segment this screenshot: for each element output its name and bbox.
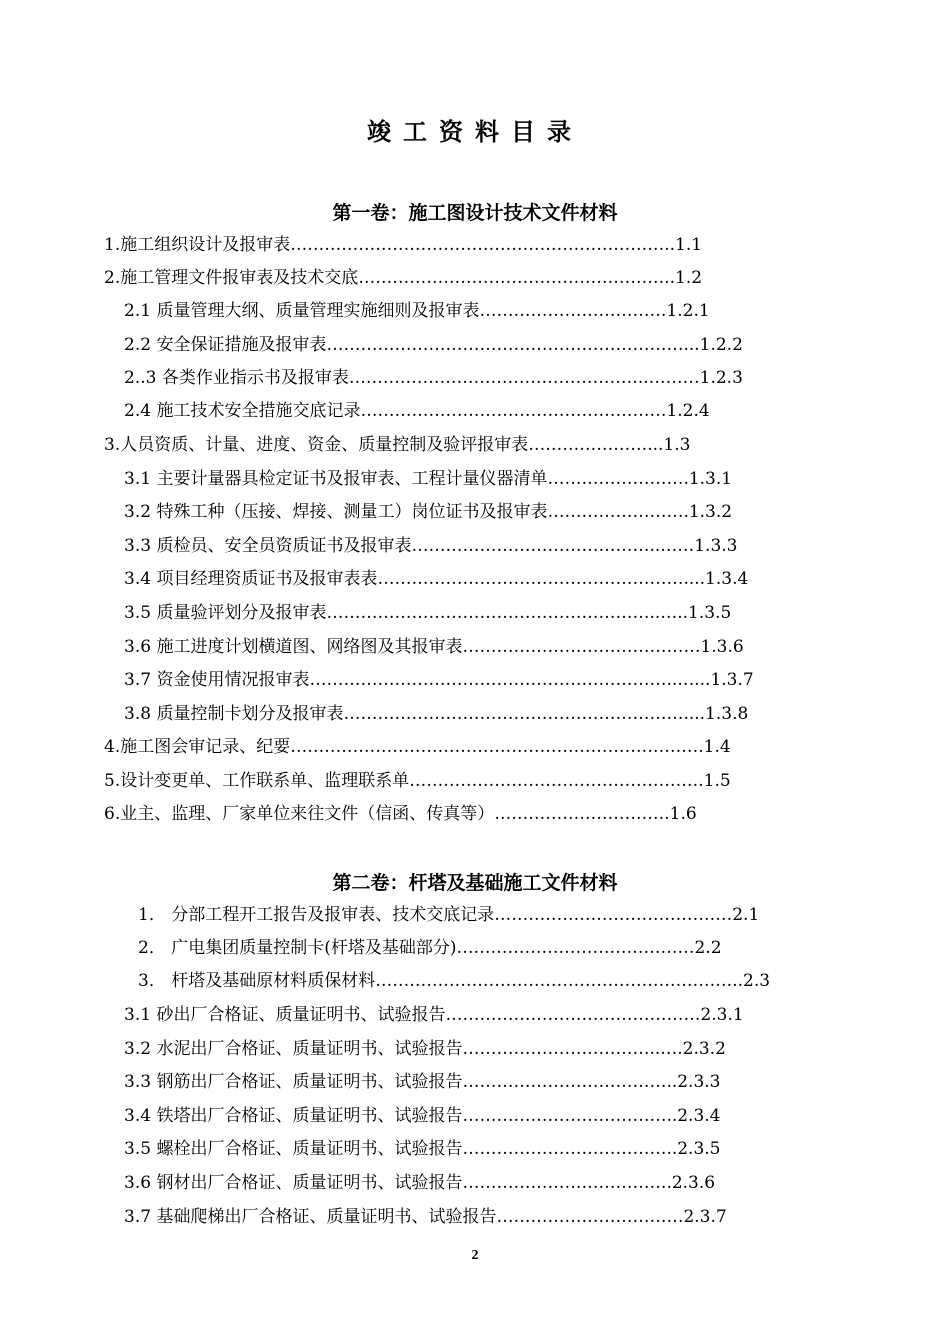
toc-entry: 3.3 质检员、安全员资质证书及报审表……………………………………..……1.3.3: [124, 536, 738, 556]
toc-entry: 3.7 基础爬梯出厂合格证、质量证明书、试验报告……………………………2.3.7: [124, 1207, 727, 1227]
toc-entry: 3.3 钢筋出厂合格证、质量证明书、试验报告………………………………..2.3.3: [124, 1072, 721, 1092]
toc-entry: 3.6 施工进度计划横道图、网络图及其报审表……………………………………1.3.6: [124, 637, 744, 657]
toc-entry: 2． 广电集团质量控制卡(杆塔及基础部分)……………………………………2.2: [138, 938, 722, 958]
toc-entry: 2..3 各类作业指示书及报审表……………………………………………..………1.2.3: [124, 368, 743, 388]
toc-entry: 2.1 质量管理大纲、质量管理实施细则及报审表……………………………1.2.1: [124, 301, 710, 321]
toc-entry: 5.设计变更单、工作联系单、监理联系单…………………………………………….1.5: [104, 771, 731, 791]
volume-1-title: 第一卷：施工图设计技术文件材料: [332, 202, 618, 224]
toc-entry: 3.7 资金使用情况报审表………………………………………………………..…...1.3.7: [124, 670, 754, 690]
toc-entry: 2.施工管理文件报审表及技术交底………………………………………………..1.2: [104, 268, 703, 288]
volume-2-title: 第二卷：杆塔及基础施工文件材料: [332, 872, 618, 894]
toc-entry: 3.人员资质、计量、进度、资金、质量控制及验评报审表…………………...1.3: [104, 435, 691, 455]
toc-entry: 3.1 砂出厂合格证、质量证明书、试验报告………………………………………2.3.1: [124, 1005, 744, 1025]
toc-entry: 3.5 螺栓出厂合格证、质量证明书、试验报告………………………………..2.3.5: [124, 1139, 721, 1159]
toc-entry: 3.5 质量验评划分及报审表…………………………………………………..…..1.3.5: [124, 603, 732, 623]
toc-entry: 3.4 铁塔出厂合格证、质量证明书、试验报告………………………………..2.3.4: [124, 1106, 721, 1126]
toc-entry: 2.4 施工技术安全措施交底记录………………………………………………1.2.4: [124, 401, 710, 421]
toc-entry: 1.施工组织设计及报审表…………………………………………………………..1.1: [104, 235, 703, 255]
toc-entry: 3.8 质量控制卡划分及报审表……………………………………………………....1.3.8: [124, 704, 749, 724]
toc-entry: 3.6 钢材出厂合格证、质量证明书、试验报告……………………………….2.3.6: [124, 1173, 716, 1193]
toc-entry: 2.2 安全保证措施及报审表………………………………………………………...1.2.2: [124, 335, 743, 355]
toc-entry: 3.4 项目经理资质证书及报审表表………………………………………………....1.3.4: [124, 569, 749, 589]
toc-entry: 3． 杆塔及基础原材料质保材料………………………………………………………..2.3: [138, 971, 771, 991]
toc-entry: 1． 分部工程开工报告及报审表、技术交底记录……………………………………2.1: [138, 905, 760, 925]
page-number: 2: [471, 1248, 479, 1263]
document-title: 竣工资料目录: [367, 117, 583, 146]
toc-entry: 3.2 水泥出厂合格证、质量证明书、试验报告……………………………..….2.3.2: [124, 1039, 726, 1059]
toc-entry: 3.2 特殊工种（压接、焊接、测量工）岗位证书及报审表…………………….1.3.2: [124, 502, 733, 522]
toc-entry: 4.施工图会审记录、纪要……………………………………………………………….1.4: [104, 737, 731, 757]
toc-entry: 6.业主、监理、厂家单位来往文件（信函、传真等）………………………….1.6: [104, 804, 697, 824]
toc-entry: 3.1 主要计量器具检定证书及报审表、工程计量仪器清单…………………….1.3.1: [124, 469, 733, 489]
